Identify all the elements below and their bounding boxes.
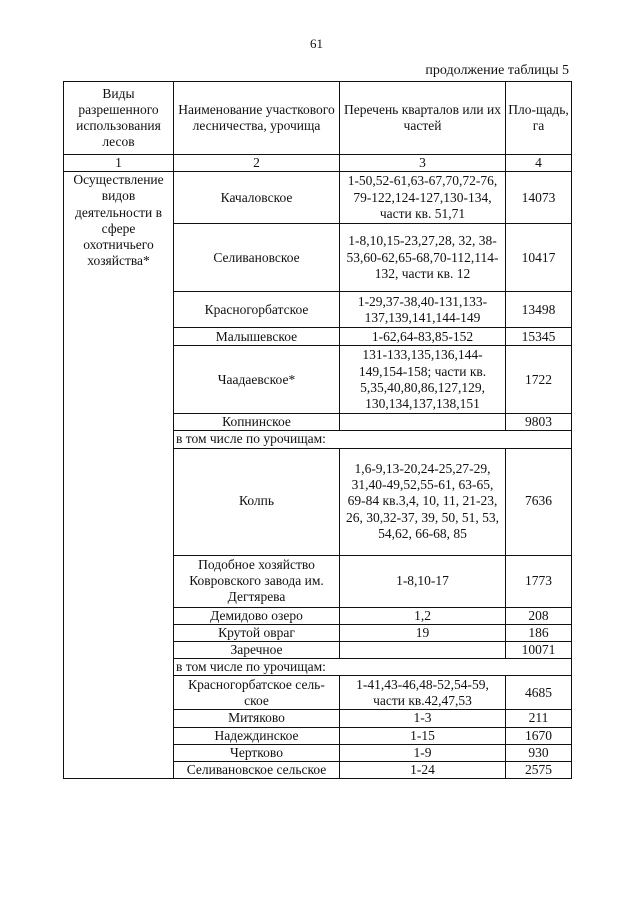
kind-of-use-cell: Осуществление видов деятельности в сфере охотничьего хозяйства* <box>64 172 174 779</box>
tract-name: Надеждинское <box>174 727 340 744</box>
tract-name: Подобное хозяйство Ковровского завода им. Дегтярева <box>174 555 340 607</box>
table-continuation-label: продолжение таблицы 5 <box>425 63 569 78</box>
district-name: Качаловское <box>174 172 340 224</box>
page-number: 61 <box>310 36 323 51</box>
quarters-list: 1,6-9,13-20,24-25,27-29, 31,40-49,52,55-61, 63-65, 69-84 кв.3,4, 10, 11, 21-23, 26, 30,32-37, 39, 50, 51, 53, 54,62, 66-68, 85 <box>340 448 506 555</box>
header-quarters: Перечень кварталов или их частей <box>340 82 506 155</box>
subheading: в том числе по урочищам: <box>174 659 572 676</box>
area-value: 14073 <box>506 172 572 224</box>
area-value: 10417 <box>506 224 572 292</box>
district-name: Чаадаевское* <box>174 346 340 414</box>
district-name: Селивановское <box>174 224 340 292</box>
tract-name: Селивановское сельское <box>174 761 340 778</box>
column-number: 1 <box>64 155 174 172</box>
column-number: 2 <box>174 155 340 172</box>
subheading: в том числе по урочищам: <box>174 431 572 448</box>
quarters-list: 1-24 <box>340 761 506 778</box>
district-name: Красногорбатское <box>174 292 340 328</box>
area-value: 930 <box>506 744 572 761</box>
column-number-row <box>64 155 572 172</box>
column-number: 4 <box>506 155 572 172</box>
area-value: 211 <box>506 710 572 727</box>
area-value: 15345 <box>506 328 572 346</box>
tract-name: Красногорбатское сель-ское <box>174 676 340 710</box>
area-value: 208 <box>506 607 572 624</box>
quarters-list: 1-9 <box>340 744 506 761</box>
quarters-list: 1-8,10-17 <box>340 555 506 607</box>
area-value: 13498 <box>506 292 572 328</box>
tract-name: Чертково <box>174 744 340 761</box>
district-name: Копнинское <box>174 414 340 431</box>
quarters-list: 1-3 <box>340 710 506 727</box>
tract-name: Колпь <box>174 448 340 555</box>
area-value: 2575 <box>506 761 572 778</box>
header-kinds: Виды разрешенного использования лесов <box>64 82 174 155</box>
quarters-list: 1-8,10,15-23,27,28, 32, 38-53,60-62,65-68,70-112,114-132, части кв. 12 <box>340 224 506 292</box>
header-name: Наименование участкового лесничества, урочища <box>174 82 340 155</box>
tract-name: Крутой овраг <box>174 624 340 641</box>
area-value: 7636 <box>506 448 572 555</box>
quarters-list: 1-62,64-83,85-152 <box>340 328 506 346</box>
area-value: 4685 <box>506 676 572 710</box>
area-value: 1722 <box>506 346 572 414</box>
forest-use-table <box>63 81 572 779</box>
header-area: Пло-щадь, га <box>506 82 572 155</box>
tract-name: Митяково <box>174 710 340 727</box>
district-name: Малышевское <box>174 328 340 346</box>
quarters-list: 1,2 <box>340 607 506 624</box>
area-value: 9803 <box>506 414 572 431</box>
header-row <box>64 82 572 155</box>
area-value: 1773 <box>506 555 572 607</box>
area-value: 1670 <box>506 727 572 744</box>
district-name: Заречное <box>174 641 340 658</box>
tract-name: Демидово озеро <box>174 607 340 624</box>
quarters-list <box>340 414 506 431</box>
table-row <box>64 172 572 224</box>
quarters-list: 1-41,43-46,48-52,54-59, части кв.42,47,53 <box>340 676 506 710</box>
quarters-list: 131-133,135,136,144-149,154-158; части кв. 5,35,40,80,86,127,129, 130,134,137,138,151 <box>340 346 506 414</box>
column-number: 3 <box>340 155 506 172</box>
quarters-list: 1-15 <box>340 727 506 744</box>
quarters-list <box>340 641 506 658</box>
quarters-list: 1-50,52-61,63-67,70,72-76, 79-122,124-127,130-134, части кв. 51,71 <box>340 172 506 224</box>
quarters-list: 19 <box>340 624 506 641</box>
area-value: 10071 <box>506 641 572 658</box>
area-value: 186 <box>506 624 572 641</box>
quarters-list: 1-29,37-38,40-131,133-137,139,141,144-149 <box>340 292 506 328</box>
